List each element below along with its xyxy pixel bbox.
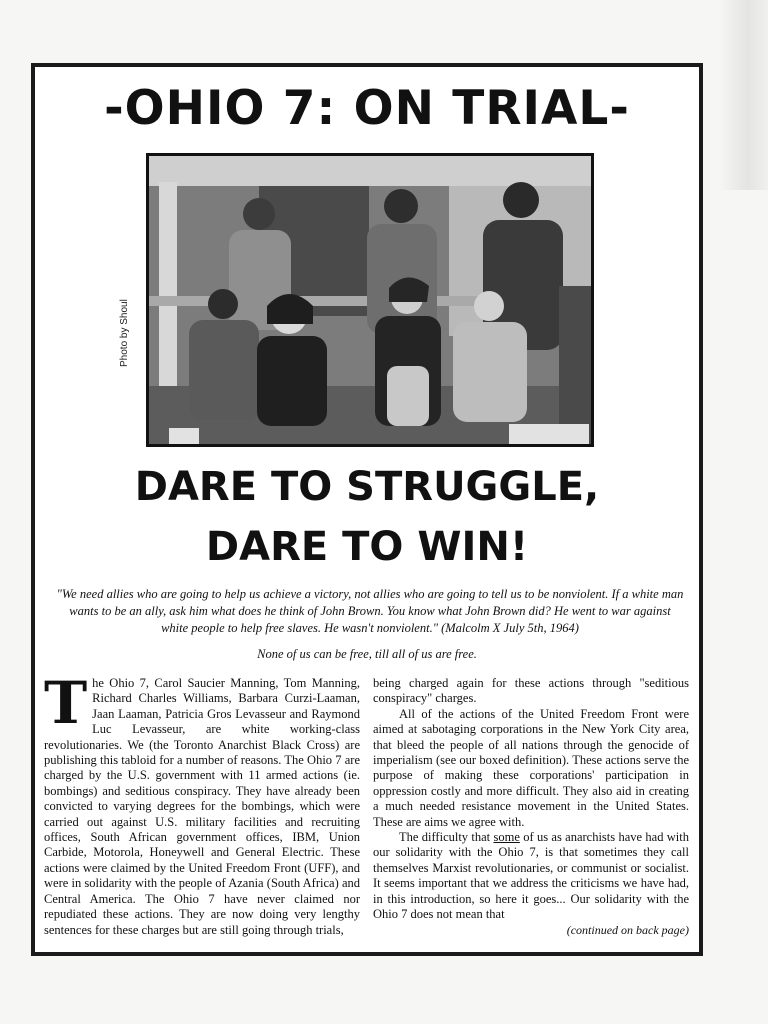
paragraph-4-text-a: The difficulty that	[399, 830, 494, 845]
motto: None of us can be free, till all of us are free.	[257, 647, 477, 661]
slogan-line-1: DARE TO STRUGGLE,	[134, 464, 600, 510]
paragraph-4-text-b: of us as anarchists have had with our solidarity with the Ohio 7, is that sometimes they call themselves Marxist revolutionaries, or communist or socialist. It seems important that we address the criticisms we have had, in this introduction, so here it goes... Our solidarity with the Ohio 7 does not mean that	[373, 830, 690, 922]
tabloid-page	[31, 63, 703, 956]
continued-note: (continued on back page)	[566, 922, 689, 937]
underlined-word: some	[493, 830, 520, 845]
group-photo	[146, 153, 594, 447]
article-column-left	[44, 669, 360, 938]
paper-edge-shadow	[718, 0, 768, 190]
malcolm-x-quote: "We need allies who are going to help us achieve a victory, not allies who are going to tell us to be nonviolent. If a white man wants to be an ally, ask him what does he think of John Brown. You know what John Brown did? He went to war against white people to help free slaves. He wasn't nonviolent." (Malcolm X July 5th, 1964)	[56, 587, 684, 635]
article-paragraph-2: being charged again for these actions through "seditious conspiracy" charges.	[373, 676, 689, 706]
article-paragraph-1: he Ohio 7, Carol Saucier Manning, Tom Manning, Richard Charles Williams, Barbara Curzi-Laaman, Jaan Laaman, Patricia Gros Levasseur and Raymond Luc Levasseur, are white working-class revolutionaries. We (the Toronto Anarchist Black Cross) are publishing this tabloid for a number of reasons. The Ohio 7 are charged by the U.S. government with 11 armed actions (ie. bombings) and seditious conspiracy. They have already been convicted to varying degrees for the bombings, which were carried out against U.S. military facilities and recruiting offices, South African government offices, IBM, Union Carbide, Motorola, Honeywell and General Electric. These actions were claimed by the United Freedom Front (UFF), and were in solidarity with the people of Azania (South Africa) and Central America. The Ohio 7 have never claimed nor repudiated these actions. They are now doing very lengthy sentences for these charges but are still going through trials,	[44, 676, 360, 937]
page-headline: -OHIO 7: ON TRIAL-	[104, 81, 630, 136]
photo-credit: Photo by Shoul	[119, 299, 130, 367]
drop-cap: T	[44, 669, 88, 737]
group-photo-image	[149, 156, 591, 444]
slogan-line-2: DARE TO WIN!	[205, 524, 529, 570]
article-paragraph-3: All of the actions of the United Freedom Front were aimed at sabotaging corporations in the New York City area, that bleed the people of all nations through the genocide of imperialism (see our boxed definition). These actions serve the purpose of making these corporations' participation in oppression costly and more difficult. They also aid in creating a much needed resistance movement in the United States. These are aims we agree with.	[373, 706, 689, 829]
article-column-right	[373, 676, 689, 938]
article-paragraph-4	[373, 830, 689, 922]
